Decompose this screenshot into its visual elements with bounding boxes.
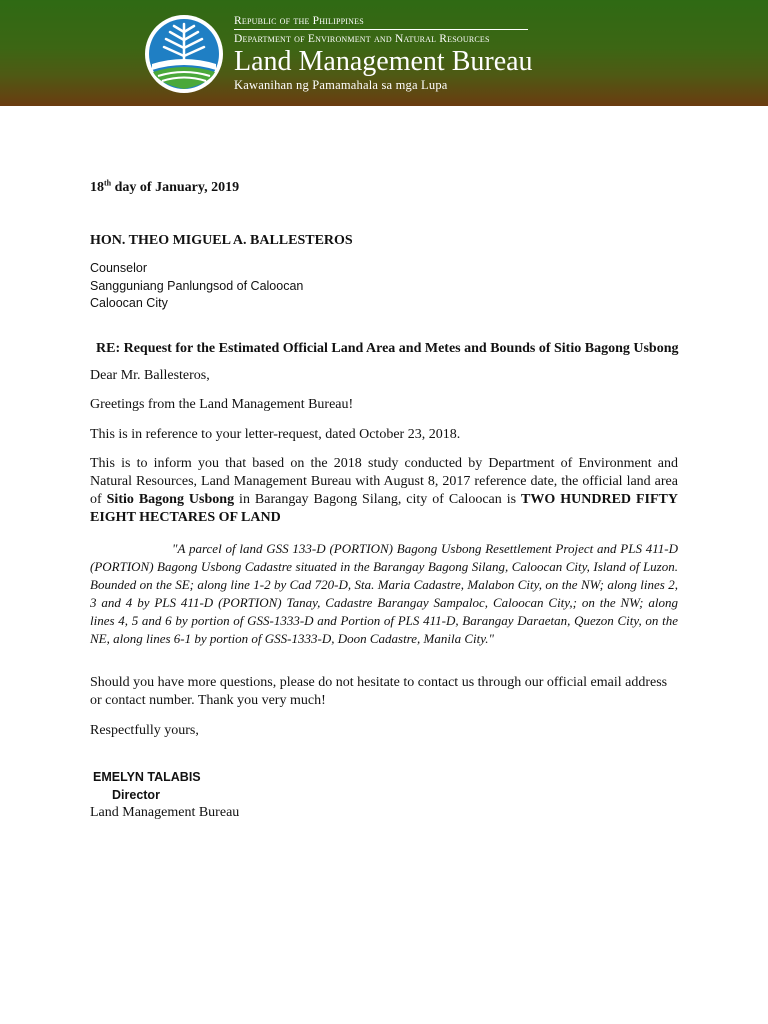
department-line: Department of Environment and Natural Resources <box>234 33 490 45</box>
date-rest: day of January, 2019 <box>111 180 240 195</box>
date-day: 18 <box>90 180 104 195</box>
letterhead-rule <box>234 29 528 30</box>
letterhead-text <box>234 14 533 92</box>
bureau-title: Land Management Bureau <box>234 46 533 77</box>
metes-bounds-quote: "A parcel of land GSS 133-D (PORTION) Bagong Usbong Resettlement Project and PLS 411-D (PORTION) Bagong Usbong Cadastre situated in the Barangay Bagong Silang, Caloocan City, Island of Luzon. Bounded on the SE; along line 1-2 by Cad 720-D, Sta. Maria Cadastre, Malabon City, on the NW; along lines 2, 3 and 4 by PLS 411-D (PORTION) Tanay, Cadastre Barangay Sampaloc, Caloocan City,; on the NW; along lines 4, 5 and 6 by portion of GSS-1333-D and Portion of PLS 411-D, Barangay Daraetan, Quezon City, on the NE, along lines 6-1 by portion of GSS-1333-D, Doon Cadastre, Manila City." <box>90 541 678 646</box>
closing-paragraph: Should you have more questions, please do not hesitate to contact us through our official email address or contact number. Thank you very much! <box>90 675 668 708</box>
lmb-seal-icon <box>144 14 224 94</box>
recipient-title: Counselor <box>90 261 147 275</box>
letter-date <box>90 179 678 197</box>
recipient-block <box>90 260 678 313</box>
greeting: Greetings from the Land Management Bureau! <box>90 397 354 412</box>
recipient-office: Sangguniang Panlungsod of Caloocan <box>90 278 304 293</box>
republic-line: Republic of the Philippines <box>234 15 364 27</box>
recipient-city: Caloocan City <box>90 296 168 310</box>
inform-text-2: in Barangay Bagong Silang, city of Caloocan is <box>234 492 522 507</box>
closing: Respectfully yours, <box>90 723 199 738</box>
salutation: Dear Mr. Ballesteros, <box>90 368 210 383</box>
subject-line: RE: Request for the Estimated Official Land Area and Metes and Bounds of Sitio Bagong Usbong <box>96 341 679 356</box>
letterhead <box>0 0 768 106</box>
inform-sitio: Sitio Bagong Usbong <box>106 492 235 507</box>
inform-paragraph <box>90 455 678 527</box>
bureau-subtitle: Kawanihan ng Pamamahala sa mga Lupa <box>234 78 448 92</box>
recipient-name: HON. THEO MIGUEL A. BALLESTEROS <box>90 233 353 248</box>
signer-name: EMELYN TALABIS <box>93 770 201 784</box>
inform-text-1: This is to inform you that based on the 2018 study conducted by Department of Environment and Natural Resources, Land Management Bureau with August 8, 2017 reference date, the official land area of <box>90 456 678 507</box>
reference-paragraph: This is in reference to your letter-request, dated October 23, 2018. <box>90 427 461 442</box>
signature-block <box>93 769 681 804</box>
signer-org-block <box>90 804 678 822</box>
signer-title: Director <box>112 787 160 802</box>
inform-area: TWO HUNDRED FIFTY EIGHT HECTARES OF LAND <box>90 492 678 525</box>
signer-org: Land Management Bureau <box>90 805 240 820</box>
date-suffix: th <box>104 178 112 188</box>
